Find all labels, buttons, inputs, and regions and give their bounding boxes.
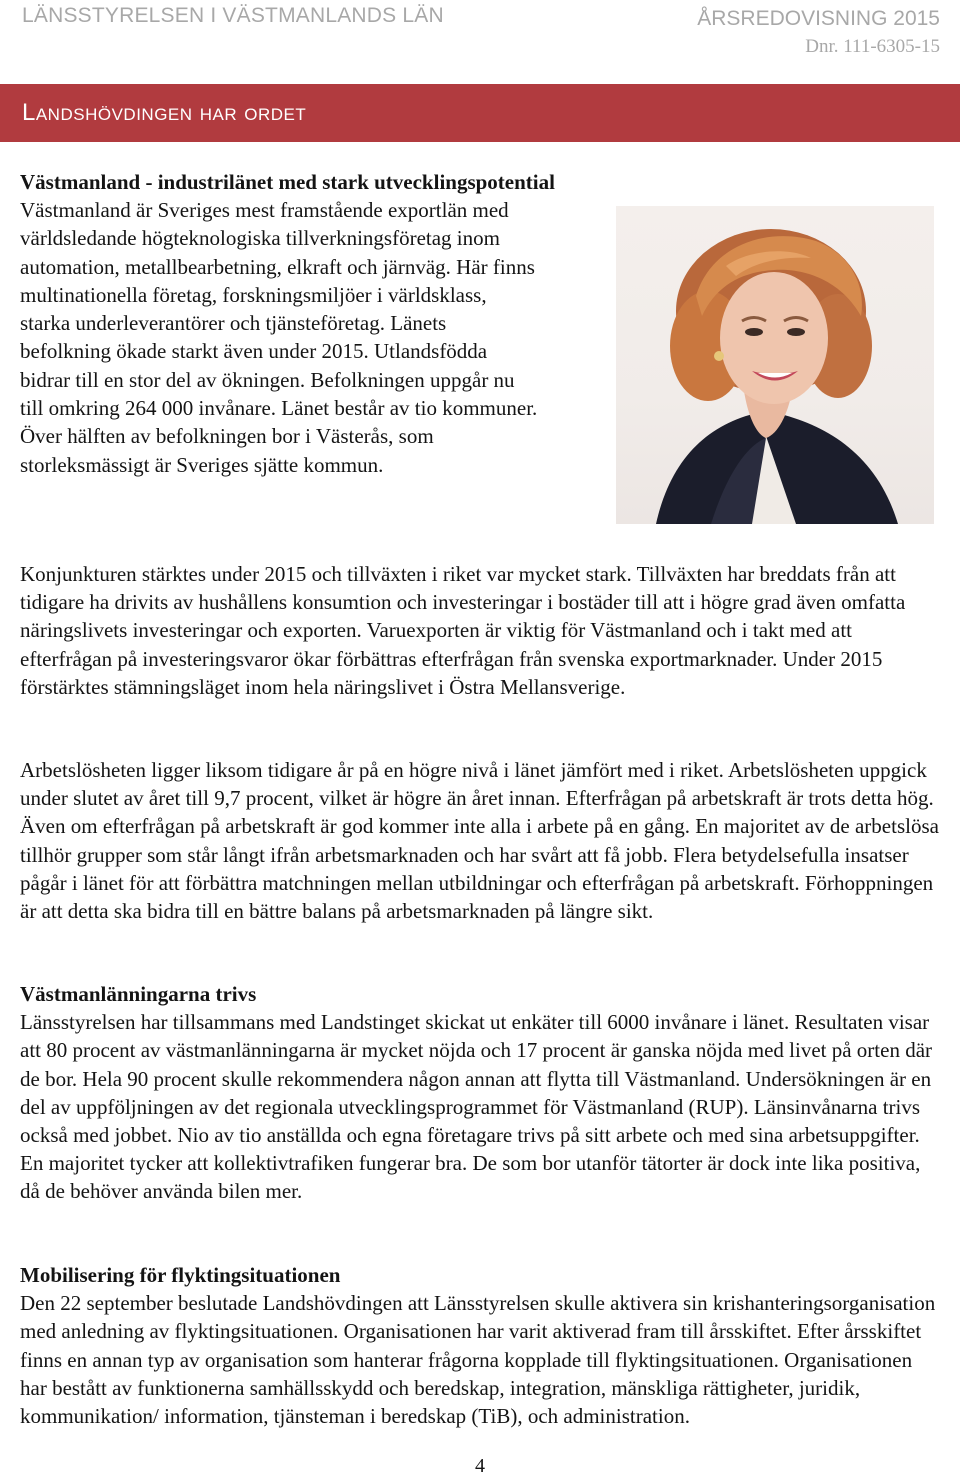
intro-paragraph: Västmanland är Sveriges mest framstående exportlän med världsledande högteknologiska tillverkningsföretag inom automation, metallbearbetning, elkraft och järnväg. Här finns multinationella företag, forskningsmiljöer i världsklass, starka underleverantörer och tjänsteföretag. Länets befolkning ökade starkt även under 2015. Utlandsfödda bidrar till en stor del av ökningen. Befolkningen uppgår nu till omkring 264 000 invånare. Länet består av tio kommuner. Över hälften av befolkningen bor i Västerås, som storleksmässigt är Sveriges sjätte kommun. [20,198,538,477]
header-report-title: ÅRSREDOVISNING 2015 [697,7,940,30]
wellbeing-text: Länsstyrelsen har tillsammans med Landstinget skickat ut enkäter till 6000 invånare i länet. Resultaten visar att 80 procent av västmanlänningarna är mycket nöjda och 17 procent är ganska nöjda med livet på orten där de bor. Hela 90 procent skulle rekommendera någon annan att flytta till Västmanland. Undersökningen är en del av uppföljningen av det regionala utvecklingsprogrammet för Västmanland (RUP). Länsinvånarna trivs också med jobbet. Nio av tio anställda och egna företagare trivs på sitt arbete och med sina arbetsuppgifter. En majoritet tycker att kollektivtrafiken fungerar bra. De som bor utanför tätorter är dock inte lika positiva, då de behöver använda bilen mer. [20,1010,933,1204]
refugee-section [20,1261,944,1430]
page-number: 4 [475,1455,485,1477]
portrait-illustration [616,206,934,524]
page-title: Landshövdingen har ordet [22,99,307,126]
intro-heading: Västmanland - industrilänet med stark utvecklingspotential [20,170,555,194]
header-organization: LÄNSSTYRELSEN I VÄSTMANLANDS LÄN [22,4,444,27]
title-banner [0,84,960,142]
economy-paragraph: Konjunkturen stärktes under 2015 och tillväxten i riket var mycket stark. Tillväxten har breddats från att tidigare ha drivits av hushållens konsumtion och investeringar i bostäder till att i högre grad även omfatta näringslivets investeringar och exporten. Varuexporten är viktig för Västmanland och i takt med att efterfrågan på investeringsvaror ökar förbättras efterfrågan från svenska exportmarknader. Under 2015 förstärktes stämningsläget inom hela näringslivet i Östra Mellansverige. [20,562,906,699]
wellbeing-section [20,980,944,1206]
header-right [697,4,940,60]
header-dnr: Dnr. 111-6305-15 [805,36,940,57]
portrait-photo [616,206,934,524]
wellbeing-heading: Västmanlänningarna trivs [20,982,257,1006]
refugee-text: Den 22 september beslutade Landshövdingen att Länsstyrelsen skulle aktivera sin krishanteringsorganisation med anledning av flyktingsituationen. Organisationen har varit aktiverad fram till årsskiftet. Efter årsskiftet finns en annan typ av organisation som hanterar frågorna kopplade till flyktingsituationen. Organisationen har bestått av funktionerna samhällsskydd och beredskap, integration, mänskliga rättigheter, juridik, kommunikation/ information, tjänsteman i beredskap (TiB), och administration. [20,1291,936,1429]
labour-market-paragraph: Arbetslösheten ligger liksom tidigare år på en högre nivå i länet jämfört med i riket. Arbetslösheten uppgick under slutet av året till 9,7 procent, vilket är högre än året innan. Efterfrågan på arbetskraft är trots detta hög. Även om efterfrågan på arbetskraft är god kommer inte alla i arbete på en gång. En majoritet av de arbetslösa tillhör grupper som står långt ifrån arbetsmarknaden och har svårt att få jobb. Flera betydelsefulla insatser pågår i länet för att förbättra matchningen mellan utbildningar och efterfrågan på arbetskraft. Förhoppningen är att detta ska bidra till en bättre balans på arbetsmarknaden på längre sikt. [20,758,939,924]
refugee-heading: Mobilisering för flyktingsituationen [20,1263,341,1287]
